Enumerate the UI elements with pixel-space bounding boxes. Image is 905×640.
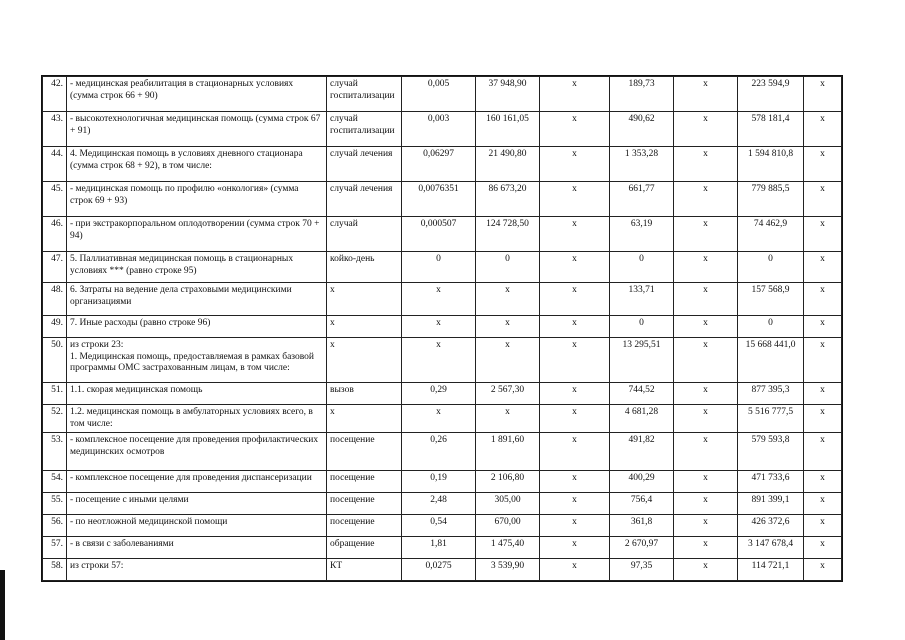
volume-norm-cell: 0,003 <box>402 112 476 147</box>
row-title: - посещение с иными целями <box>67 493 327 515</box>
unit-cell: x <box>327 316 402 338</box>
table-row <box>43 537 842 559</box>
volume-norm-cell: 0,29 <box>402 383 476 405</box>
table-row <box>43 112 842 147</box>
budget-per-capita-cell: x <box>540 316 610 338</box>
oms-per-capita-cell: 756,4 <box>610 493 674 515</box>
cost-norm-cell: 124 728,50 <box>476 217 540 252</box>
row-number: 44. <box>43 147 67 182</box>
share-cell: x <box>804 383 842 405</box>
row-number: 43. <box>43 112 67 147</box>
table-row <box>43 283 842 316</box>
oms-total-cell: 0 <box>738 252 804 283</box>
budget-total-cell: x <box>674 559 738 581</box>
table-row <box>43 77 842 112</box>
unit-cell: КТ <box>327 559 402 581</box>
oms-total-cell: 0 <box>738 316 804 338</box>
volume-norm-cell: x <box>402 316 476 338</box>
oms-per-capita-cell: 490,62 <box>610 112 674 147</box>
unit-cell: случай госпитализации <box>327 112 402 147</box>
volume-norm-cell: 0,06297 <box>402 147 476 182</box>
budget-per-capita-cell: x <box>540 515 610 537</box>
oms-total-cell: 114 721,1 <box>738 559 804 581</box>
unit-cell: случай лечения <box>327 182 402 217</box>
oms-total-cell: 1 594 810,8 <box>738 147 804 182</box>
table-row <box>43 338 842 383</box>
row-title: 1.1. скорая медицинская помощь <box>67 383 327 405</box>
budget-per-capita-cell: x <box>540 112 610 147</box>
oms-total-cell: 891 399,1 <box>738 493 804 515</box>
cost-norm-cell: 21 490,80 <box>476 147 540 182</box>
unit-cell: случай лечения <box>327 147 402 182</box>
share-cell: x <box>804 112 842 147</box>
oms-total-cell: 157 568,9 <box>738 283 804 316</box>
cost-norm-cell: 0 <box>476 252 540 283</box>
volume-norm-cell: 0 <box>402 252 476 283</box>
share-cell: x <box>804 559 842 581</box>
row-title: из строки 57: <box>67 559 327 581</box>
cost-norm-cell: 1 475,40 <box>476 537 540 559</box>
volume-norm-cell: x <box>402 283 476 316</box>
row-title: из строки 23: 1. Медицинская помощь, предоставляемая в рамках базовой программы ОМС застрахованным лицам, в том числе: <box>67 338 327 383</box>
table-row <box>43 217 842 252</box>
table-row <box>43 147 842 182</box>
volume-norm-cell: 0,0076351 <box>402 182 476 217</box>
cost-norm-cell: x <box>476 338 540 383</box>
oms-per-capita-cell: 97,35 <box>610 559 674 581</box>
table-row <box>43 252 842 283</box>
oms-total-cell: 471 733,6 <box>738 471 804 493</box>
row-number: 50. <box>43 338 67 383</box>
budget-total-cell: x <box>674 537 738 559</box>
budget-total-cell: x <box>674 283 738 316</box>
table-row <box>43 316 842 338</box>
oms-per-capita-cell: 744,52 <box>610 383 674 405</box>
table-row <box>43 383 842 405</box>
row-title: - медицинская помощь по профилю «онкология» (сумма строк 69 + 93) <box>67 182 327 217</box>
row-title: - в связи с заболеваниями <box>67 537 327 559</box>
unit-cell: вызов <box>327 383 402 405</box>
oms-total-cell: 779 885,5 <box>738 182 804 217</box>
volume-norm-cell: 0,005 <box>402 77 476 112</box>
cost-norm-cell: 2 567,30 <box>476 383 540 405</box>
row-title: - медицинская реабилитация в стационарных условиях (сумма строк 66 + 90) <box>67 77 327 112</box>
oms-total-cell: 5 516 777,5 <box>738 405 804 433</box>
share-cell: x <box>804 77 842 112</box>
budget-per-capita-cell: x <box>540 559 610 581</box>
oms-per-capita-cell: 0 <box>610 252 674 283</box>
oms-total-cell: 426 372,6 <box>738 515 804 537</box>
budget-per-capita-cell: x <box>540 283 610 316</box>
table-row <box>43 515 842 537</box>
table-row <box>43 471 842 493</box>
share-cell: x <box>804 433 842 471</box>
budget-per-capita-cell: x <box>540 252 610 283</box>
budget-total-cell: x <box>674 433 738 471</box>
row-number: 51. <box>43 383 67 405</box>
unit-cell: x <box>327 405 402 433</box>
cost-norm-cell: x <box>476 283 540 316</box>
row-number: 57. <box>43 537 67 559</box>
row-number: 55. <box>43 493 67 515</box>
volume-norm-cell: 0,54 <box>402 515 476 537</box>
oms-per-capita-cell: 0 <box>610 316 674 338</box>
row-title: 7. Иные расходы (равно строке 96) <box>67 316 327 338</box>
unit-cell: обращение <box>327 537 402 559</box>
cost-norm-cell: 1 891,60 <box>476 433 540 471</box>
budget-per-capita-cell: x <box>540 405 610 433</box>
budget-total-cell: x <box>674 405 738 433</box>
budget-per-capita-cell: x <box>540 433 610 471</box>
row-title: 1.2. медицинская помощь в амбулаторных условиях всего, в том числе: <box>67 405 327 433</box>
oms-total-cell: 74 462,9 <box>738 217 804 252</box>
budget-total-cell: x <box>674 493 738 515</box>
budget-total-cell: x <box>674 182 738 217</box>
unit-cell: посещение <box>327 471 402 493</box>
oms-per-capita-cell: 63,19 <box>610 217 674 252</box>
budget-per-capita-cell: x <box>540 77 610 112</box>
cost-norm-cell: 670,00 <box>476 515 540 537</box>
oms-total-cell: 15 668 441,0 <box>738 338 804 383</box>
row-title: - по неотложной медицинской помощи <box>67 515 327 537</box>
oms-total-cell: 223 594,9 <box>738 77 804 112</box>
unit-cell: койко-день <box>327 252 402 283</box>
budget-total-cell: x <box>674 147 738 182</box>
row-title: - комплексное посещение для проведения диспансеризации <box>67 471 327 493</box>
budget-total-cell: x <box>674 252 738 283</box>
share-cell: x <box>804 471 842 493</box>
tariff-table <box>42 76 842 581</box>
scan-edge-mark <box>0 570 5 640</box>
budget-total-cell: x <box>674 217 738 252</box>
budget-per-capita-cell: x <box>540 338 610 383</box>
budget-per-capita-cell: x <box>540 471 610 493</box>
budget-per-capita-cell: x <box>540 182 610 217</box>
oms-per-capita-cell: 400,29 <box>610 471 674 493</box>
oms-per-capita-cell: 2 670,97 <box>610 537 674 559</box>
share-cell: x <box>804 217 842 252</box>
row-number: 47. <box>43 252 67 283</box>
budget-total-cell: x <box>674 112 738 147</box>
row-title: - высокотехнологичная медицинская помощь (сумма строк 67 + 91) <box>67 112 327 147</box>
cost-norm-cell: x <box>476 405 540 433</box>
unit-cell: случай госпитализации <box>327 77 402 112</box>
oms-per-capita-cell: 491,82 <box>610 433 674 471</box>
budget-total-cell: x <box>674 515 738 537</box>
volume-norm-cell: x <box>402 338 476 383</box>
share-cell: x <box>804 316 842 338</box>
row-number: 54. <box>43 471 67 493</box>
table-row <box>43 182 842 217</box>
budget-total-cell: x <box>674 338 738 383</box>
unit-cell: посещение <box>327 493 402 515</box>
unit-cell: x <box>327 338 402 383</box>
row-number: 48. <box>43 283 67 316</box>
budget-total-cell: x <box>674 471 738 493</box>
oms-total-cell: 877 395,3 <box>738 383 804 405</box>
row-title: 5. Паллиативная медицинская помощь в стационарных условиях *** (равно строке 95) <box>67 252 327 283</box>
volume-norm-cell: 0,000507 <box>402 217 476 252</box>
unit-cell: посещение <box>327 433 402 471</box>
oms-per-capita-cell: 661,77 <box>610 182 674 217</box>
table-row <box>43 559 842 581</box>
volume-norm-cell: x <box>402 405 476 433</box>
table-row <box>43 405 842 433</box>
table-row <box>43 433 842 471</box>
volume-norm-cell: 1,81 <box>402 537 476 559</box>
share-cell: x <box>804 493 842 515</box>
oms-per-capita-cell: 4 681,28 <box>610 405 674 433</box>
cost-norm-cell: 86 673,20 <box>476 182 540 217</box>
cost-norm-cell: 160 161,05 <box>476 112 540 147</box>
budget-total-cell: x <box>674 383 738 405</box>
budget-per-capita-cell: x <box>540 147 610 182</box>
budget-per-capita-cell: x <box>540 217 610 252</box>
share-cell: x <box>804 515 842 537</box>
share-cell: x <box>804 147 842 182</box>
volume-norm-cell: 0,19 <box>402 471 476 493</box>
budget-per-capita-cell: x <box>540 383 610 405</box>
volume-norm-cell: 0,0275 <box>402 559 476 581</box>
oms-total-cell: 578 181,4 <box>738 112 804 147</box>
share-cell: x <box>804 338 842 383</box>
oms-per-capita-cell: 133,71 <box>610 283 674 316</box>
table-row <box>43 493 842 515</box>
cost-norm-cell: x <box>476 316 540 338</box>
budget-total-cell: x <box>674 77 738 112</box>
row-title: 4. Медицинская помощь в условиях дневного стационара (сумма строк 68 + 92), в том числе: <box>67 147 327 182</box>
budget-total-cell: x <box>674 316 738 338</box>
oms-per-capita-cell: 361,8 <box>610 515 674 537</box>
share-cell: x <box>804 283 842 316</box>
table-body <box>43 77 842 581</box>
cost-norm-cell: 3 539,90 <box>476 559 540 581</box>
row-number: 53. <box>43 433 67 471</box>
unit-cell: x <box>327 283 402 316</box>
oms-total-cell: 579 593,8 <box>738 433 804 471</box>
row-title: - при экстракорпоральном оплодотворении (сумма строк 70 + 94) <box>67 217 327 252</box>
budget-per-capita-cell: x <box>540 493 610 515</box>
row-number: 56. <box>43 515 67 537</box>
row-number: 46. <box>43 217 67 252</box>
cost-norm-cell: 2 106,80 <box>476 471 540 493</box>
row-title: 6. Затраты на ведение дела страховыми медицинскими организациями <box>67 283 327 316</box>
row-title: - комплексное посещение для проведения профилактических медицинских осмотров <box>67 433 327 471</box>
row-number: 42. <box>43 77 67 112</box>
share-cell: x <box>804 405 842 433</box>
volume-norm-cell: 2,48 <box>402 493 476 515</box>
unit-cell: случай <box>327 217 402 252</box>
cost-norm-cell: 37 948,90 <box>476 77 540 112</box>
oms-per-capita-cell: 13 295,51 <box>610 338 674 383</box>
share-cell: x <box>804 182 842 217</box>
row-number: 49. <box>43 316 67 338</box>
budget-per-capita-cell: x <box>540 537 610 559</box>
unit-cell: посещение <box>327 515 402 537</box>
row-number: 52. <box>43 405 67 433</box>
oms-per-capita-cell: 1 353,28 <box>610 147 674 182</box>
share-cell: x <box>804 252 842 283</box>
share-cell: x <box>804 537 842 559</box>
oms-total-cell: 3 147 678,4 <box>738 537 804 559</box>
row-number: 45. <box>43 182 67 217</box>
oms-per-capita-cell: 189,73 <box>610 77 674 112</box>
volume-norm-cell: 0,26 <box>402 433 476 471</box>
cost-norm-cell: 305,00 <box>476 493 540 515</box>
row-number: 58. <box>43 559 67 581</box>
